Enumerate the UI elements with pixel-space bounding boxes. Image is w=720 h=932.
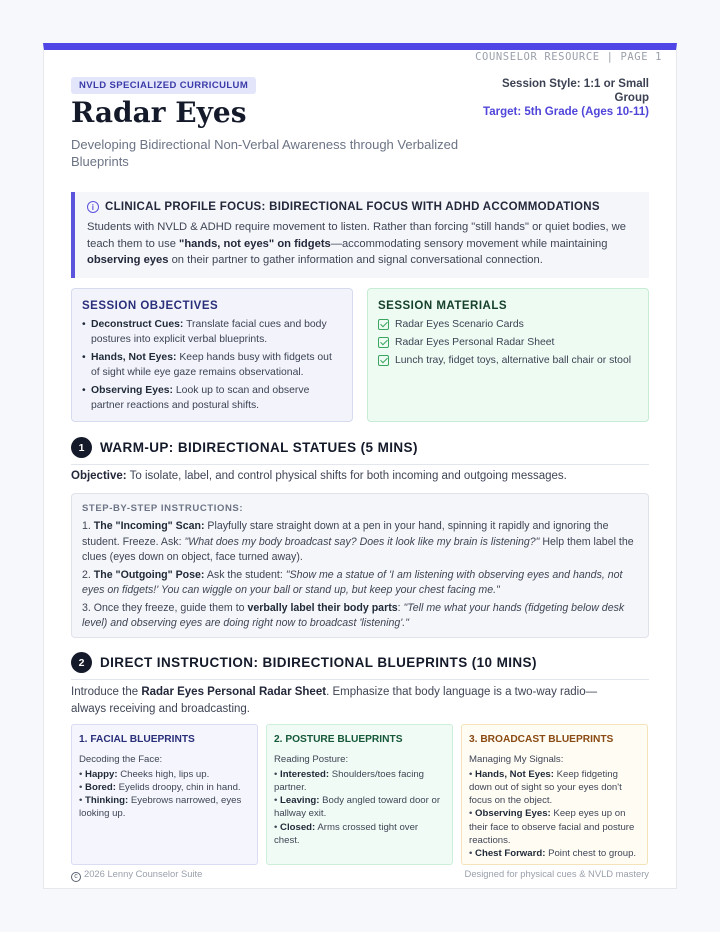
session-meta (469, 77, 649, 119)
objective-item (82, 350, 342, 380)
material-item (378, 353, 638, 368)
blueprint-item: • Thinking: Eyebrows narrowed, eyes looking up. (79, 795, 242, 820)
objective-text: Look up to scan and observe partner reactions and postural shifts. (91, 385, 310, 411)
blueprint-text: Shoulders/toes facing partner. (274, 768, 425, 793)
blueprint-label: Interested: (280, 768, 330, 780)
material-item (378, 317, 638, 332)
blueprint-label: Hands, Not Eyes: (475, 768, 554, 780)
blueprint-text: Point chest to group. (545, 848, 637, 860)
blueprint-list (79, 768, 250, 821)
blueprint-lead: Managing My Signals: (469, 754, 564, 766)
direct-instruction-intro (71, 684, 631, 718)
step-text: Playfully stare straight down at a pen in your hand, spinning it rapidly and ignoring the student. Freeze. Ask: (82, 520, 609, 548)
materials-list (378, 317, 638, 368)
blueprint-label: Chest Forward: (475, 848, 546, 860)
material-item (378, 335, 638, 350)
section-title: DIRECT INSTRUCTION: BIDIRECTIONAL BLUEPRINTS (10 MINS) (100, 655, 537, 670)
blueprint-list (274, 768, 445, 848)
step-3 (82, 601, 638, 632)
step-text: : (397, 601, 404, 614)
blueprint-label: Observing Eyes: (475, 808, 551, 820)
blueprint-label: Thinking: (85, 795, 129, 807)
objective-label: Objective: (71, 470, 127, 482)
blueprint-item: • Leaving: Body angled toward door or hallway exit. (274, 795, 441, 820)
profile-text (87, 219, 637, 269)
copyright-text: 2026 Lenny Counselor Suite (84, 868, 203, 879)
step-title: The "Incoming" Scan: (93, 520, 205, 532)
blueprint-label: Leaving: (280, 795, 320, 807)
blueprint-lead: Reading Posture: (274, 754, 349, 766)
blueprint-item: • Closed: Arms crossed tight over chest. (274, 821, 419, 847)
document-page (43, 43, 677, 889)
blueprint-text: Body angled toward door or hallway exit. (274, 795, 441, 820)
step-text: Help them label the clues (eyes down on object, face turned away). (82, 535, 634, 563)
step-title: The "Outgoing" Pose: (93, 568, 205, 581)
copyright (71, 868, 202, 882)
step-quote: "Tell me what your hands (fidgeting below desk level) and observing eyes are doing right now to broadcast 'listening'." (82, 601, 625, 629)
blueprint-title: 1. FACIAL BLUEPRINTS (79, 734, 195, 745)
profile-text-part: —accommodating sensory movement while maintaining (330, 237, 608, 250)
info-icon: i (87, 201, 99, 213)
step-1 (82, 519, 638, 566)
steps-heading: STEP-BY-STEP INSTRUCTIONS: (82, 503, 244, 514)
section-header-direct-instruction (71, 652, 649, 680)
step-text: 3. Once they freeze, guide them to (82, 601, 248, 614)
step-number: 2. (82, 568, 94, 581)
blueprint-label: Happy: (85, 768, 118, 780)
profile-bold-observing: observing eyes (87, 254, 169, 266)
step-title: verbally label their body parts (247, 601, 398, 614)
profile-bold-fidgets: "hands, not eyes" on fidgets (179, 237, 331, 250)
blueprint-item: • Hands, Not Eyes: Keep fidgeting down out of sight so your eyes don't focus on the object. (469, 768, 622, 807)
blueprint-text: Arms crossed tight over chest. (274, 821, 419, 847)
blueprint-item: • Bored: Eyelids droopy, chin in hand. (79, 781, 241, 793)
page-footer (71, 868, 649, 882)
step-instructions-box (71, 493, 649, 638)
profile-heading: CLINICAL PROFILE FOCUS: BIDIRECTIONAL FOCUS WITH ADHD ACCOMMODATIONS (105, 201, 600, 213)
profile-text-part: on their partner to gather information and signal conversational connection. (168, 254, 543, 266)
copyright-icon: c (71, 872, 81, 882)
material-label: Radar Eyes Personal Radar Sheet (395, 337, 555, 348)
blueprint-title: 2. POSTURE BLUEPRINTS (274, 734, 403, 745)
objective-item (82, 317, 342, 347)
warmup-objective (71, 470, 649, 482)
blueprint-label: Bored: (85, 781, 116, 793)
profile-text-part: Students with NVLD & ADHD require movement to listen. Rather than forcing "still hands" or quiet bodies, we teach them to use (87, 221, 626, 250)
step-quote: "Show me a statue of 'I am listening with observing eyes and hands, not eyes on fidgets!' You can wiggle on your ball or stand up, but keep your chest facing me." (82, 568, 623, 596)
section-number: 2 (71, 652, 92, 673)
session-style: Session Style: 1:1 or Small Group (501, 78, 649, 104)
objective-label: Observing Eyes: (91, 385, 174, 396)
step-number: 1. (82, 520, 94, 532)
objective-label: Hands, Not Eyes: (91, 352, 177, 363)
blueprint-text: Cheeks high, lips up. (117, 768, 210, 780)
blueprint-list (469, 768, 640, 861)
footer-tagline: Designed for physical cues & NVLD mastery (464, 868, 649, 879)
step-2 (82, 568, 638, 599)
material-label: Lunch tray, fidget toys, alternative ball chair or stool (395, 355, 632, 366)
blueprint-text: Eyelids droopy, chin in hand. (115, 781, 241, 793)
blueprint-text: Keep fidgeting down out of sight so your eyes don't focus on the object. (469, 768, 622, 807)
objectives-list (82, 317, 342, 413)
facial-blueprints-card (71, 724, 258, 865)
intro-text: Introduce the (71, 686, 142, 698)
objective-text: To isolate, label, and control physical shifts for both incoming and outgoing messages. (126, 470, 567, 482)
checkbox-icon (378, 337, 389, 348)
materials-heading: SESSION MATERIALS (378, 300, 508, 312)
page-title: Radar Eyes (71, 96, 247, 129)
clinical-profile-callout (71, 192, 649, 278)
objective-item (82, 383, 342, 413)
blueprint-lead: Decoding the Face: (79, 754, 163, 766)
blueprint-item: • Interested: Shoulders/toes facing partner. (274, 768, 425, 793)
objective-text: Keep hands busy with fidgets out of sight while eye gaze remains observational. (91, 352, 332, 378)
session-materials-card (367, 288, 649, 422)
step-quote: "What does my body broadcast say? Does it look like my brain is listening?" (184, 535, 540, 548)
objectives-heading: SESSION OBJECTIVES (82, 300, 219, 312)
curriculum-badge: NVLD SPECIALIZED CURRICULUM (71, 77, 256, 94)
blueprint-text: Eyebrows narrowed, eyes looking up. (79, 795, 242, 820)
session-objectives-card (71, 288, 353, 422)
blueprint-label: Closed: (280, 821, 316, 833)
blueprint-item: • Observing Eyes: Keep eyes up on their face to observe facial and posture reactions. (469, 808, 635, 847)
objective-text: Translate facial cues and body postures into explicit verbal blueprints. (91, 319, 327, 345)
step-text: Ask the student: (204, 568, 286, 581)
section-title: WARM-UP: BIDIRECTIONAL STATUES (5 MINS) (100, 440, 418, 455)
broadcast-blueprints-card (461, 724, 648, 865)
posture-blueprints-card (266, 724, 453, 865)
section-number: 1 (71, 437, 92, 458)
checkbox-icon (378, 355, 389, 366)
page-label: COUNSELOR RESOURCE | PAGE 1 (475, 51, 662, 63)
blueprint-title: 3. BROADCAST BLUEPRINTS (469, 734, 614, 745)
intro-bold: Radar Eyes Personal Radar Sheet (141, 686, 327, 698)
material-label: Radar Eyes Scenario Cards (395, 319, 524, 330)
target-grade: Target: 5th Grade (Ages 10-11) (483, 106, 649, 118)
blueprint-item: • Chest Forward: Point chest to group. (469, 848, 637, 860)
profile-heading-row (87, 201, 637, 213)
checkbox-icon (378, 319, 389, 330)
page-subtitle: Developing Bidirectional Non-Verbal Awareness through Verbalized Blueprints (71, 137, 459, 169)
blueprint-text: Keep eyes up on their face to observe facial and posture reactions. (469, 808, 635, 847)
section-header-warmup (71, 437, 649, 465)
blueprint-item: • Happy: Cheeks high, lips up. (79, 768, 210, 780)
intro-text: . Emphasize that body language is a two-way radio—always receiving and broadcasting. (71, 686, 598, 715)
objective-label: Deconstruct Cues: (91, 319, 184, 330)
